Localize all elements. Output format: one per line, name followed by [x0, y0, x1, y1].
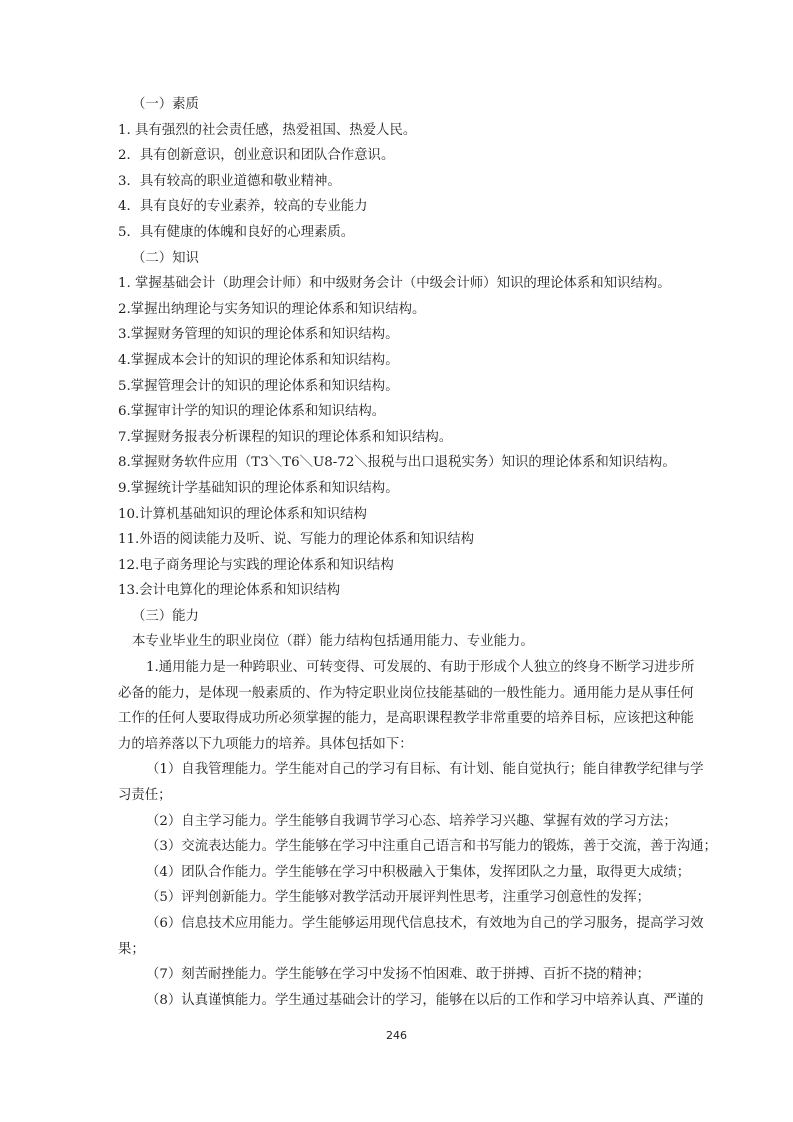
paragraph-line: （2）自主学习能力。学生能够自我调节学习心态、培养学习兴趣、掌握有效的学习方法； [146, 813, 677, 829]
paragraph-line: 6.掌握审计学的知识的理论体系和知识结构。 [118, 404, 386, 420]
paragraph-line: 12.电子商务理论与实践的理论体系和知识结构 [118, 557, 394, 573]
paragraph-line: （5）评判创新能力。学生能够对教学活动开展评判性思考，注重学习创意性的发挥； [146, 890, 650, 906]
paragraph-line: 2．具有创新意识，创业意识和团队合作意识。 [118, 148, 395, 164]
paragraph-line: 5．具有健康的体魄和良好的心理素质。 [118, 224, 355, 240]
paragraph-line: 13.会计电算化的理论体系和知识结构 [118, 583, 341, 599]
document-body [118, 92, 717, 1013]
section-heading-knowledge: （二）知识 [132, 250, 199, 266]
paragraph-line: （6）信息技术应用能力。学生能够运用现代信息技术，有效地为自己的学习服务，提高学习效 [146, 916, 704, 931]
paragraph-line: 果； [118, 941, 145, 957]
section-heading-abilities: （三）能力 [132, 608, 199, 624]
paragraph-line: （1）自我管理能力。学生能对自己的学习有目标、有计划、能自觉执行；能自律教学纪律与学 [146, 762, 704, 778]
paragraph-line: 4．具有良好的专业素养，较高的专业能力 [118, 199, 368, 215]
section-heading-qualities: （一）素质 [132, 97, 199, 112]
paragraph-line: 本专业毕业生的职业岗位（群）能力结构包括通用能力、专业能力。 [132, 634, 534, 650]
paragraph-line: 1. 掌握基础会计（助理会计师）和中级财务会计（中级会计师）知识的理论体系和知识结构。 [118, 276, 671, 292]
paragraph-line: （3）交流表达能力。学生能够在学习中注重自己语言和书写能力的锻炼，善于交流，善于沟通； [146, 839, 717, 855]
paragraph-line: 8.掌握财务软件应用（T3＼T6＼U8-72＼报税与出口退税实务）知识的理论体系和知识结构。 [118, 455, 676, 471]
paragraph-line: 2.掌握出纳理论与实务知识的理论体系和知识结构。 [118, 301, 426, 317]
paragraph-line: （7）刻苦耐挫能力。学生能够在学习中发扬不怕困难、敢于拼搏、百折不挠的精神； [146, 967, 650, 983]
paragraph-line: 习责任； [118, 788, 172, 804]
page-number: 246 [386, 1029, 407, 1042]
paragraph-line: 必备的能力，是体现一般素质的、作为特定职业岗位技能基础的一般性能力。通用能力是从事任何 [118, 685, 694, 701]
paragraph-line: 4.掌握成本会计的知识的理论体系和知识结构。 [118, 352, 399, 368]
paragraph-line: 1. 具有强烈的社会责任感，热爱祖国、热爱人民。 [118, 122, 417, 138]
paragraph-line: （4）团队合作能力。学生能够在学习中积极融入于集体，发挥团队之力量，取得更大成绩； [146, 864, 691, 880]
paragraph-line: 3.掌握财务管理的知识的理论体系和知识结构。 [118, 327, 399, 343]
paragraph-line: 1.通用能力是一种跨职业、可转变得、可发展的、有助于形成个人独立的终身不断学习进步所 [146, 660, 695, 676]
paragraph-line: 7.掌握财务报表分析课程的知识的理论体系和知识结构。 [118, 429, 453, 445]
paragraph-line: 11.外语的阅读能力及听、说、写能力的理论体系和知识结构 [118, 532, 475, 548]
paragraph-line: 9.掌握统计学基础知识的理论体系和知识结构。 [118, 480, 399, 496]
paragraph-line: 工作的任何人要取得成功所必须掌握的能力，是高职课程教学非常重要的培养目标，应该把这种能 [118, 711, 694, 727]
paragraph-line: （8）认真谨慎能力。学生通过基础会计的学习，能够在以后的工作和学习中培养认真、严谨的 [146, 992, 704, 1008]
paragraph-line: 5.掌握管理会计的知识的理论体系和知识结构。 [118, 378, 399, 394]
paragraph-line: 10.计算机基础知识的理论体系和知识结构 [118, 506, 367, 522]
paragraph-line: 3．具有较高的职业道德和敬业精神。 [118, 173, 341, 189]
paragraph-line: 力的培养落以下九项能力的培养。具体包括如下： [118, 736, 413, 752]
